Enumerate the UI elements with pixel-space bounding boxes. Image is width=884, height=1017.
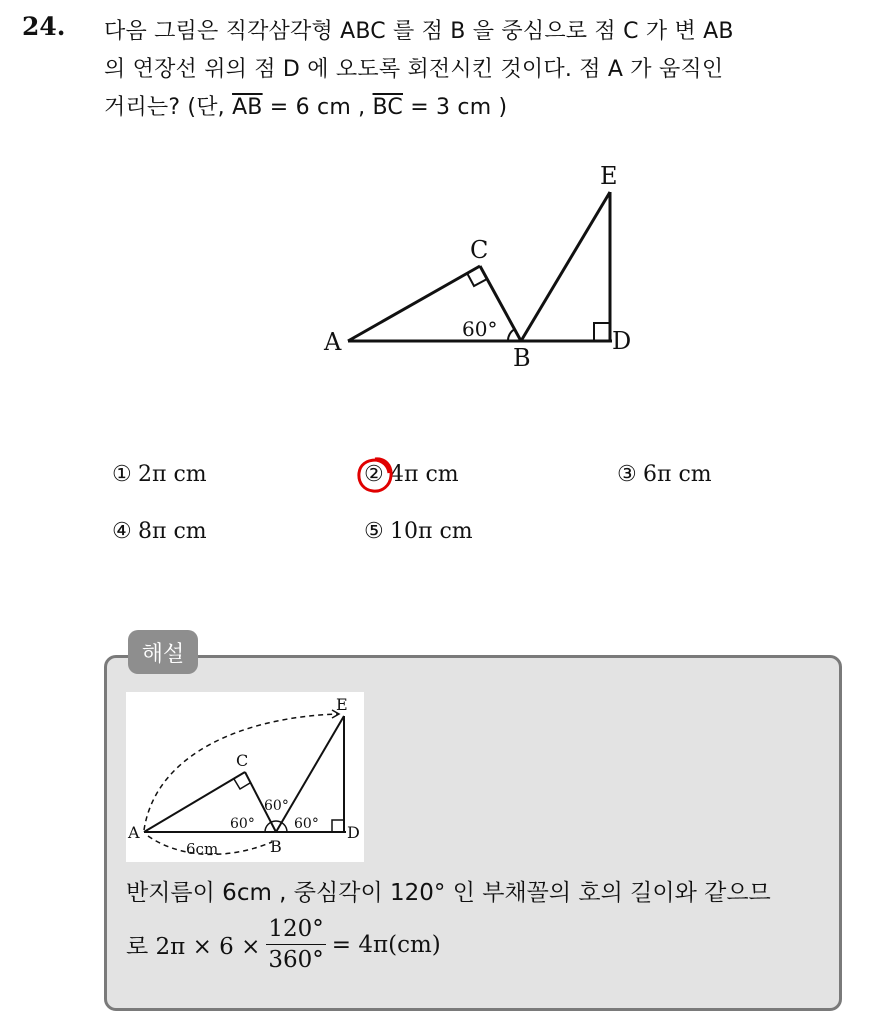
label-e: E	[600, 162, 618, 190]
sol-label-d: D	[347, 823, 360, 842]
solution-tag: 해설	[128, 630, 198, 674]
question-text-line2: 의 연장선 위의 점 D 에 오도록 회전시킨 것이다. 점 A 가 움직인	[104, 57, 724, 82]
choice-3[interactable]: ③ 6π cm	[617, 462, 712, 487]
choice-1[interactable]: ① 2π cm	[112, 462, 207, 487]
sol-label-c: C	[236, 751, 249, 770]
angle-label-b: 60°	[462, 317, 498, 341]
solution-figure	[126, 692, 364, 862]
triangle-figure	[310, 150, 650, 380]
condition-prefix: 거리는? (단,	[104, 95, 233, 120]
sol-angle-right: 60°	[294, 816, 319, 832]
sol-angle-mid: 60°	[264, 798, 289, 814]
fraction-numerator: 120°	[266, 916, 325, 945]
choice-5[interactable]: ⑤ 10π cm	[364, 519, 473, 544]
formula-fraction	[266, 916, 325, 973]
fraction-denominator: 360°	[268, 947, 324, 973]
answer-selection-circle	[355, 455, 395, 495]
sol-label-e: E	[336, 695, 348, 714]
sol-angle-left: 60°	[230, 816, 255, 832]
sol-dashed-arc-a-e	[144, 714, 338, 830]
sol-label-a: A	[128, 823, 140, 842]
segment-b-e	[521, 192, 610, 341]
formula-prefix: 로 2π × 6 ×	[126, 934, 261, 960]
solution-formula	[126, 916, 441, 973]
solution-text-line1: 반지름이 6cm , 중심각이 120° 인 부채꼴의 호의 길이와 같으므	[126, 880, 771, 906]
sol-label-b: B	[270, 837, 282, 856]
choice-4[interactable]: ④ 8π cm	[112, 519, 207, 544]
label-a: A	[324, 328, 342, 356]
sol-length-label: 6cm	[186, 840, 219, 858]
question-text-line1: 다음 그림은 직각삼각형 ABC 를 점 B 을 중심으로 점 C 가 변 AB	[104, 19, 734, 44]
segment-a-c	[348, 266, 480, 341]
question-text-line3	[104, 90, 507, 121]
segment-ab-length: = 6 cm ,	[262, 95, 373, 120]
choice-2[interactable]: ② 4π cm	[364, 462, 459, 487]
sol-segment-b-e	[276, 716, 344, 832]
label-d: D	[612, 327, 632, 355]
segment-ab: $\overline{AB}$	[232, 95, 263, 120]
sol-right-angle-c	[234, 779, 250, 789]
formula-result: = 4π(cm)	[331, 931, 441, 958]
sol-right-angle-d	[332, 820, 344, 832]
question-number: 24.	[22, 12, 66, 41]
label-b: B	[513, 344, 531, 372]
segment-bc-length: = 3 cm )	[403, 95, 508, 120]
segment-bc: $\overline{BC}$	[372, 95, 403, 120]
right-angle-d	[594, 323, 610, 341]
label-c: C	[470, 236, 489, 264]
